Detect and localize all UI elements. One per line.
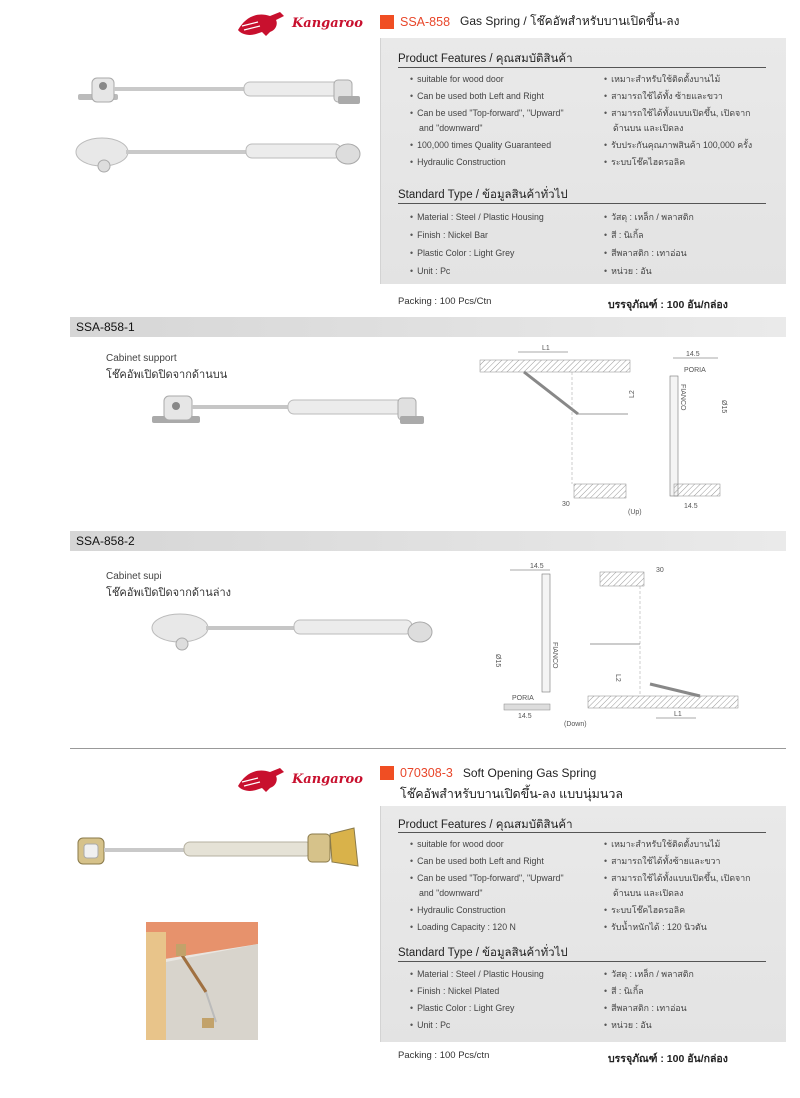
product-code: 070308-3 (400, 766, 453, 780)
dim-14-5b: 14.5 (518, 713, 532, 720)
standard-item-th: • วัสดุ : เหล็ก / พลาสติก (604, 211, 694, 223)
product-header (380, 12, 680, 31)
kangaroo-logo-icon (236, 8, 288, 38)
standard-rule (398, 961, 766, 962)
product-name: Gas Spring / โช๊คอัพสำหรับบานเปิดขึ้น-ลง (460, 14, 680, 28)
feature-item-th: • รับน้ำหนักได้ : 120 นิวตัน (604, 921, 750, 933)
standard-item: • Unit : Pc (410, 265, 544, 277)
standard-list-th (604, 211, 694, 277)
standard-item: • Finish : Nickel Bar (410, 229, 544, 241)
product-header (380, 766, 596, 780)
feature-item: • Can be used "Top-forward", "Upward" (410, 872, 564, 884)
gas-spring-product-image (70, 70, 370, 180)
feature-item-cont: and "downward" (419, 888, 483, 898)
product-name-th: โช๊คอัพสำหรับบานเปิดขึ้น-ลง แบบนุ่มนวล (400, 787, 624, 801)
feature-item-th: • เหมาะสำหรับใช้ติดตั้งบานไม้ (604, 73, 752, 85)
packing-info-th: บรรจุภัณฑ์ : 100 อัน/กล่อง (608, 1053, 728, 1065)
installation-photo (146, 922, 258, 1040)
standard-list-en (410, 211, 544, 277)
standard-item: • Plastic Color : Light Grey (410, 1002, 544, 1014)
drawing-mode-up: (Up) (628, 509, 642, 516)
feature-item: • 100,000 times Quality Guaranteed (410, 139, 564, 151)
feature-item-cont: and "downward" (419, 123, 483, 133)
feature-item: • Hydraulic Construction (410, 904, 564, 916)
feature-item-th: • เหมาะสำหรับใช้ติดตั้งบานไม้ (604, 838, 750, 850)
brand-logo (236, 764, 363, 794)
section-label: SSA-858-1 (76, 320, 135, 334)
standard-list-en (410, 968, 544, 1031)
feature-item-th: • สามารถใช้ได้ทั้งแบบเปิดขึ้น, เปิดจาก (604, 107, 752, 119)
section-divider (70, 748, 786, 749)
dim-l1: L1 (674, 711, 682, 718)
feature-item: • Can be used both Left and Right (410, 855, 564, 867)
features-list-en (410, 73, 564, 168)
feature-item: • Loading Capacity : 120 N (410, 921, 564, 933)
standard-item-th: • สี : นิเกิ้ล (604, 985, 694, 997)
technical-drawing-down (490, 562, 740, 732)
product-name: Soft Opening Gas Spring (462, 766, 597, 780)
dim-d15: Ø15 (720, 400, 727, 414)
standard-item: • Material : Steel / Plastic Housing (410, 968, 544, 980)
gas-spring-up-image (150, 392, 430, 432)
dim-14-5b: 14.5 (684, 503, 698, 510)
standard-item-th: • สีพลาสติก : เทาอ่อน (604, 1002, 694, 1014)
feature-item-th: • ระบบโช๊คไฮดรอลิค (604, 156, 752, 168)
product-marker-icon (380, 766, 394, 780)
variant-caption: Cabinet supi (106, 571, 162, 582)
standard-list-th (604, 968, 694, 1031)
packing-info: Packing : 100 Pcs/Ctn (398, 296, 492, 307)
brand-logo-text: Kangaroo (292, 771, 363, 787)
feature-item-th: • รับประกันคุณภาพสินค้า 100,000 ครั้ง (604, 139, 752, 151)
brand-logo-text: Kangaroo (292, 15, 363, 31)
section-bar (70, 531, 786, 551)
standard-item: • Finish : Nickel Plated (410, 985, 544, 997)
standard-item: • Plastic Color : Light Grey (410, 247, 544, 259)
dim-poria: PORIA (684, 367, 706, 374)
feature-item-th-cont: ด้านบน และเปิดลง (613, 123, 684, 133)
feature-item-th: • ระบบโช๊คไฮดรอลิค (604, 904, 750, 916)
features-list-th (604, 838, 750, 933)
standard-item: • Material : Steel / Plastic Housing (410, 211, 544, 223)
feature-item-th: • สามารถใช้ได้ทั้งซ้ายและขวา (604, 855, 750, 867)
product-code: SSA-858 (400, 14, 451, 29)
technical-drawing-up (478, 344, 728, 520)
soft-gas-spring-image (74, 822, 364, 876)
standard-item-th: • หน่วย : อัน (604, 1019, 694, 1031)
dim-30: 30 (562, 501, 570, 508)
feature-item: • Can be used "Top-forward", "Upward" (410, 107, 564, 119)
standard-item-th: • สีพลาสติก : เทาอ่อน (604, 247, 694, 259)
dim-l1: L1 (542, 345, 550, 352)
dim-14-5: 14.5 (530, 563, 544, 570)
variant-caption-th: โช๊คอัพเปิดปิดจากด้านล่าง (106, 587, 232, 599)
features-list-en (410, 838, 564, 933)
packing-info-th: บรรจุภัณฑ์ : 100 อัน/กล่อง (608, 299, 728, 311)
feature-item-th: • สามารถใช้ได้ทั้งแบบเปิดขึ้น, เปิดจาก (604, 872, 750, 884)
standard-item-th: • สี : นิเกิ้ล (604, 229, 694, 241)
standard-title: Standard Type / ข้อมูลสินค้าทั่วไป (398, 189, 568, 201)
feature-item: • Can be used both Left and Right (410, 90, 564, 102)
dim-fianco: FIANCO (679, 384, 686, 411)
brand-logo (236, 8, 363, 38)
features-rule (398, 832, 766, 833)
packing-info: Packing : 100 Pcs/ctn (398, 1050, 490, 1061)
feature-item-th: • สามารถใช้ได้ทั้ง ซ้ายและขวา (604, 90, 752, 102)
dim-fianco: FIANCO (551, 642, 558, 669)
dim-l2: L2 (614, 674, 621, 682)
standard-item: • Unit : Pc (410, 1019, 544, 1031)
feature-item: • suitable for wood door (410, 838, 564, 850)
section-bar (70, 317, 786, 337)
standard-rule (398, 203, 766, 204)
standard-title: Standard Type / ข้อมูลสินค้าทั่วไป (398, 947, 568, 959)
dim-14-5: 14.5 (686, 351, 700, 358)
feature-item: • Hydraulic Construction (410, 156, 564, 168)
dim-poria: PORIA (512, 695, 534, 702)
dim-l2: L2 (629, 390, 636, 398)
product-marker-icon (380, 15, 394, 29)
dim-d15: Ø15 (494, 654, 501, 668)
features-title: Product Features / คุณสมบัติสินค้า (398, 53, 573, 65)
features-rule (398, 67, 766, 68)
feature-item-th-cont: ด้านบน และเปิดลง (613, 888, 684, 898)
features-list-th (604, 73, 752, 168)
features-title: Product Features / คุณสมบัติสินค้า (398, 819, 573, 831)
drawing-mode-down: (Down) (564, 721, 587, 728)
variant-caption-th: โช๊คอัพเปิดปิดจากด้านบน (106, 369, 228, 381)
section-label: SSA-858-2 (76, 534, 135, 548)
dim-30: 30 (656, 567, 664, 574)
feature-item: • suitable for wood door (410, 73, 564, 85)
gas-spring-down-image (148, 608, 438, 654)
kangaroo-logo-icon (236, 764, 288, 794)
standard-item-th: • หน่วย : อัน (604, 265, 694, 277)
standard-item-th: • วัสดุ : เหล็ก / พลาสติก (604, 968, 694, 980)
variant-caption: Cabinet support (106, 353, 177, 364)
